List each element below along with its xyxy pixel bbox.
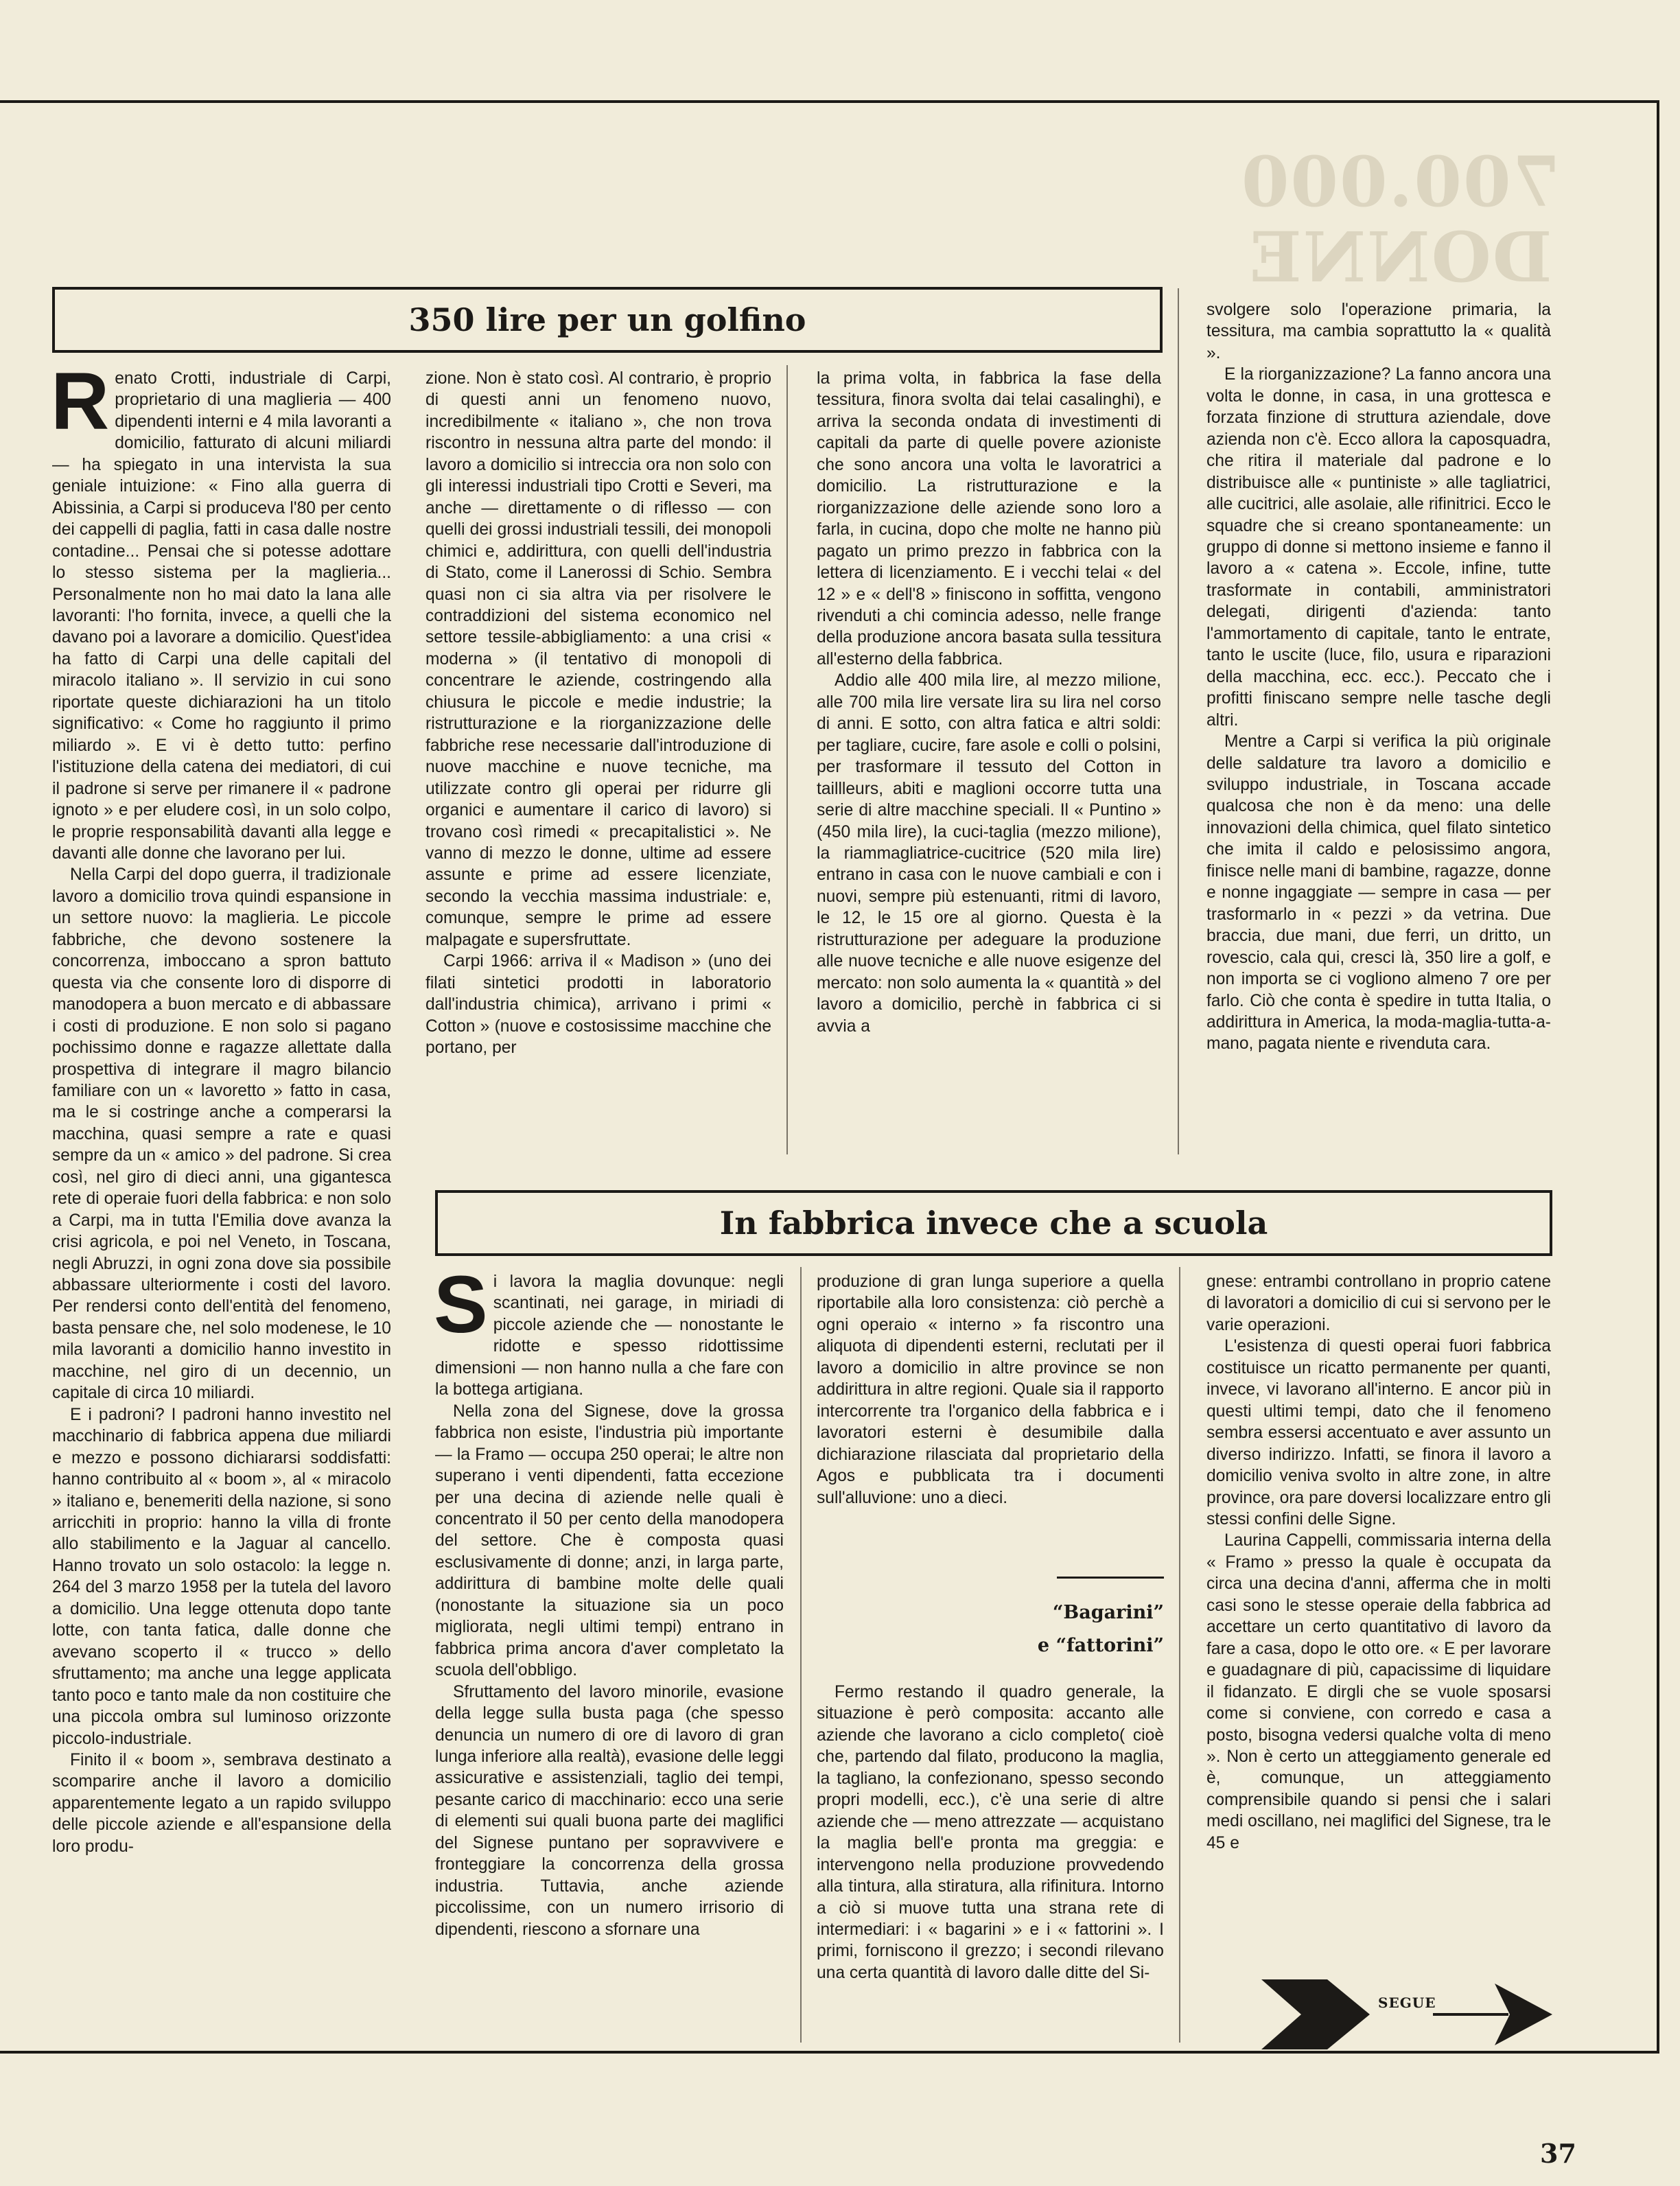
article1-col4 bbox=[1206, 299, 1551, 1055]
article2-col3-para: gnese: entrambi controllano in proprio catene di lavoratori a domicilio di cui si servono per le varie operazioni. bbox=[1206, 1272, 1551, 1334]
page-number: 37 bbox=[1540, 2138, 1576, 2169]
article1-col1-para: Renato Crotti, industriale di Carpi, proprietario di una maglieria — 400 dipendenti interni e 4 mila lavoranti a domicilio, fatturato di alcuni miliardi — ha spiegato in una intervista la sua geniale intuizione: « Fino alla guerra di Abissinia, a Carpi si produceva l'80 per cento dei cappelli di paglia, fatti in casa dalle nostre contadine... Pensai che si potesse adottare lo stesso sistema per la maglieria... Personalmente non ho mai dato la lana alle lavoranti: l'ho fornita, invece, a quelli che la davano poi a lavorare a domicilio. Quest'idea ha fatto di Carpi una delle capitali del miracolo italiano ». Il servizio in cui sono riportate queste dichiarazioni ha un titolo significativo: « Come ho raggiunto il primo miliardo ». E vi è detto tutto: perfino l'istituzione della catena dei mediatori, di cui il padrone si serve per rimanere il « padrone ignoto » e per eludere così, in un solo colpo, le proprie responsabilità davanti alla legge e davanti alle donne che lavorano per lui. bbox=[51, 356, 391, 863]
article2-col2-para: Fermo restando il quadro generale, la situazione è però composita: accanto alle aziende che lavorano a ciclo completo( cioè che, partendo dal filato, producono la maglia, la tagliano, la confezionano, spesso secondo propri modelli, ecc.), c'è una serie di altre aziende che — meno attrezzate — acquistano la maglia bell'e pronta ma greggia: e intervengono nella produzione provvedendo alla tintura, alla stiratura, alla rifinitura. Intorno a ciò si muove tutta una strana rete di intermediari: i « bagarini » e i « fattorini ». I primi, forniscono il grezzo; i secondi rilevano una certa quantità di lavoro dalle ditte del Si- bbox=[817, 1683, 1164, 1982]
article1-title-box bbox=[52, 287, 1163, 353]
article2-col2a bbox=[817, 1271, 1164, 1509]
article1-col4-para: Mentre a Carpi si verifica la più originale delle saldature tra lavoro a domicilio e sviluppo industriale, in Toscana accade qualcosa che non è da meno: una delle innovazioni della chimica, quel filato sintetico che imita il caldo e pelosissimo angora, finisce nelle mani di bambine, ragazze, donne e nonne ingaggiate — sempre in casa — per trasformarlo in « pezzi » da vetrina. Due braccia, due mani, due ferri, un dritto, un rovescio, cala qui, cresci là, 350 lire a golf, e non importa se ci vogliono almeno 7 ore per farlo. Ciò che conta è spedire in tutta Italia, o addirittura in America, la moda-maglia-tutta-a-mano, pagata niente e rivenduta cara. bbox=[1206, 732, 1551, 1054]
article2-col1-para: Si lavora la maglia dovunque: negli scantinati, nei garage, in miriadi di piccole aziende che — nonostante le ridotte e spesso ridottissime dimensioni — non hanno nulla a che fare con la bottega artigiana. bbox=[434, 1259, 784, 1399]
article2-col1 bbox=[434, 1259, 784, 1940]
article1-col2-para: Carpi 1966: arriva il « Madison » (uno dei filati sintetici prodotti in laboratorio dall'industria chimica), arrivano i primi « Cotton » (nuove e costosissime macchine che portano, per bbox=[425, 952, 771, 1058]
article2-col1-para: Sfruttamento del lavoro minorile, evasione della legge sulla busta paga (che spesso denuncia un numero di ore di lavoro di gran lunga inferiore alla realtà), evasione delle leggi assicurative e assistenziali, taglio dei tempi, pesante carico di macchinario: ecco una serie di elementi sui quali buona parte dei maglifici del Signese puntano per sopravvivere e fronteggiare la concorrenza della grossa industria. Tuttavia, anche aziende piccolissime, con un numero irrisorio di dipendenti, riescono a sfornare una bbox=[435, 1682, 784, 1939]
segue-label: SEGUE bbox=[1378, 1995, 1436, 2011]
article2-col2-para: produzione di gran lunga superiore a quella riportabile alla loro consistenza: ciò perchè a ogni operaio « interno » fa riscontro una aliquota di dipendenti esterni, reclutati per il lavoro a domicilio in altre province se non addirittura in altre regioni. Quale sia il rapporto intercorrente tra l'organico della fabbrica e i lavoratori esterni è desumibile dalla dichiarazione rilasciata dal proprietario della Agos e pubblicata tra i documenti sull'alluvione: uno a dieci. bbox=[817, 1272, 1164, 1507]
article2-subhead bbox=[817, 1599, 1164, 1660]
article2-title: In fabbrica invece che a scuola bbox=[719, 1205, 1268, 1242]
article1-col-rule bbox=[786, 365, 788, 1154]
article1-col3-para: la prima volta, in fabbrica la fase della tessitura, finora svolta dai telai casalinghi), e arriva la seconda ondata di investimenti di capitali da parte di quelle povere azioniste che sono ancora una volta le lavoratrici a domicilio. La ristrutturazione e la riorganizzazione delle aziende sono loro a farla, in cucina, dopo che molte ne hanno più pagato un primo prezzo in fabbrica con la lettera di licenziamento. E i vecchi telai « del 12 » e « dell'8 » finiscono in soffitta, vengono rivenduti a chi comincia adesso, nelle frange della produzione ancora basata sulla tessitura all'esterno della fabbrica. bbox=[817, 369, 1161, 668]
article1-col2 bbox=[425, 368, 771, 1059]
segue-arrow-icon bbox=[1261, 1977, 1552, 2052]
article1-col1 bbox=[51, 356, 391, 1857]
article2-col1-para: Nella zona del Signese, dove la grossa fabbrica non esiste, l'industria più importante — la Framo — occupa 250 operai; le altre non superano i venti dipendenti, fatta eccezione per una decina di aziende nelle quali è concentrato il 50 per cento della manodopera del settore. Che è composta quasi esclusivamente di donne; anzi, in larga parte, addirittura di bambine molte delle quali (nonostante la situazione sia un poco migliorata, negli ultimi tempi) entrano in fabbrica prima ancora d'aver completato la scuola dell'obbligo. bbox=[435, 1402, 784, 1680]
article1-col3-para: Addio alle 400 mila lire, al mezzo milione, alle 700 mila lire versate lira su lira nel corso di anni. E sotto, con altra fatica e altri soldi: per tagliare, cucire, fare asole e colli o polsini, per trasformare il tessuto del Cotton in taillleurs, abiti e maglioni occorre tutta una serie di altre macchine speciali. Il « Puntino » (450 mila lire), la cuci-taglia (mezzo milione), la riammagliatrice-cucitrice (520 mila lire) entrano in casa con le nuove cambiali e con i nuovi, sempre più estenuanti, ritmi di lavoro, le 12, le 15 ore al giorno. Questa è la ristrutturazione per adeguare la produzione alle nuove tecniche e alle nuove esigenze del mercato: non solo aumenta la « quantità » del lavoro a domicilio, perchè in fabbrica ci si avvia a bbox=[817, 671, 1161, 1036]
article1-title: 350 lire per un golfino bbox=[408, 301, 806, 338]
bleed-through-headline: 700.000 DONNE bbox=[1239, 141, 1561, 298]
subhead-rule bbox=[1057, 1577, 1164, 1579]
article1-col4-para: svolgere solo l'operazione primaria, la tessitura, ma cambia soprattutto la « qualità ». bbox=[1206, 301, 1551, 362]
subhead-line1: “Bagarini” bbox=[1052, 1602, 1164, 1623]
article2-col2b bbox=[817, 1682, 1164, 1984]
article2-col3 bbox=[1206, 1271, 1551, 1854]
article1-col4-para: E la riorganizzazione? La fanno ancora una volta le donne, in casa, in una grottesca e forzata finzione di struttura aziendale, dove azienda non c'è. Ecco allora la caposquadra, che ritira il materiale dal padrone e lo distribuisce alle « puntiniste » alle tagliatrici, alle cucitrici, alle asolaie, alle rifinitrici. Ecco le squadre che si creano spontaneamente: un gruppo di donne si mettono insieme e fanno il lavoro a « catena ». Eccole, infine, tutte trasformate in contabili, amministratori delegati, dirigenti d'azienda: tanto l'ammortamento di capitale, tanto le entrate, tanto le uscite (luce, filo, usura e riparazioni della macchina, ecc. ecc.). Peccato che i profitti finiscano sempre nelle tasche degli altri. bbox=[1206, 365, 1551, 730]
article1-col-rule bbox=[1178, 288, 1179, 1154]
article2-dropcap: S bbox=[434, 1259, 488, 1350]
article2-col-rule bbox=[800, 1267, 802, 2043]
article2-col3-para: Laurina Cappelli, commissaria interna della « Framo » presso la quale è occupata da circa una decina d'anni, afferma che in molti casi sono le stesse operaie della fabbrica ad accettare un certo quantitativo di lavoro da fare a casa, dopo le otto ore. « E per lavorare e guadagnare di più, capacissime di liquidare il fidanzato. E dirgli che se vuole sposarsi come si conviene, con corredo e casa a posto, bisogna vedersi qualche volta di meno ». Non è certo un atteggiamento generale ed è, comunque, un atteggiamento comprensibile quando si pensi che i salari medi oscillano, nei maglifici del Signese, tra le 45 e bbox=[1206, 1531, 1551, 1852]
article1-col1-para: Finito il « boom », sembrava destinato a scomparire anche il lavoro a domicilio apparentemente legato a un rapido sviluppo delle piccole aziende e all'espansione della loro produ- bbox=[52, 1751, 391, 1856]
article1-dropcap: R bbox=[51, 356, 110, 447]
article2-title-box bbox=[435, 1190, 1552, 1256]
article1-col2-para: zione. Non è stato così. Al contrario, è proprio di questi anni un fenomeno nuovo, incredibilmente « italiano », che non trova riscontro in nessuna altra parte del mondo: il lavoro a domicilio si intreccia ora non solo con gli interessi industriali tipo Crotti e Severi, ma anche — direttamente o di riflesso — con quelli dei grossi industriali tessili, dei monopoli chimici e, addirittura, con quelli dell'industria di Stato, come il Lanerossi di Schio. Sembra quasi non ci sia altra via per risolvere le contraddizioni del sistema economico nel settore tessile-abbigliamento: a una crisi « moderna » (il tentativo di monopoli di concentrare le aziende, costringendo alla chiusura le piccole e medie industrie; la ristrutturazione e la riorganizzazione delle fabbriche rese necessarie dall'introduzione di nuove macchine e nuove tecniche, ma utilizzate contro gli operai per ridurre gli organici e aumentare il carico di lavoro) si trovano così rimedi « precapitalistici ». Ne vanno di mezzo le donne, ultime ad essere assunte e prime ad essere licenziate, secondo la vecchia massima industriale: e, comunque, sempre le prime ad essere malpagate e supersfruttate. bbox=[425, 369, 771, 949]
article1-col3 bbox=[817, 368, 1161, 1037]
article1-col1-para: E i padroni? I padroni hanno investito nel macchinario di fabbrica appena due miliardi e mezzo e possono dichiararsi soddisfatti: hanno contribuito al « boom », al « miracolo » italiano e, benemeriti della nazione, si sono arricchiti in proprio: hanno la villa di fronte allo stabilimento e la Jaguar al cancello. Hanno trovato un solo ostacolo: la legge n. 264 del 3 marzo 1958 per la tutela del lavoro a domicilio. Una legge ottenuta dopo tante lotte, con tanta fatica, dalle donne che avevano scoperto il « trucco » dello sfruttamento; ma anche una legge applicata tanto poco e tanto male da non costituire che una piccola ombra sul luminoso orizzonte piccolo-industriale. bbox=[52, 1405, 391, 1748]
article2-col3-para: L'esistenza di questi operai fuori fabbrica costituisce un ricatto permanente per quanti, invece, vi lavorano all'interno. E ancor più in questi ultimi tempi, dato che il fenomeno sembra essersi accentuato e aver assunto un diverso indirizzo. Infatti, se finora il lavoro a domicilio veniva svolto in altre zone, in altre province, ora pare doversi localizzare entro gli stessi confini delle Signe. bbox=[1206, 1337, 1551, 1528]
article2-col-rule bbox=[1179, 1267, 1180, 2043]
article1-col1-para: Nella Carpi del dopo guerra, il tradizionale lavoro a domicilio trova quindi espansione in un settore nuovo: la maglieria. Le piccole fabbriche, che devono sostenere la concorrenza, imboccano a spron battuto questa via che consente loro di disporre di manodopera a buon mercato e di abbassare i costi di produzione. E non solo si pagano pochissimo donne e ragazze allettate dalla prospettiva di integrare il magro bilancio familiare con un « lavoretto » fatto in casa, ma le si costringe anche a comperarsi la macchina, quasi sempre a rate e quasi sempre da un « amico » del padrone. Si crea così, nel giro di dieci anni, una gigantesca rete di operaie fuori della fabbrica: e non solo a Carpi, ma in tutta l'Emilia dove avanza la crisi agricola, e poi nel Veneto, in Toscana, negli Abruzzi, in ogni zona dove sia possibile abbassare ulteriormente i costi del lavoro. Per rendersi conto dell'entità del fenomeno, basta pensare che, nel solo modenese, le 10 mila lavoranti a domicilio hanno investito in macchine, nel giro di un decennio, un capitale di circa 10 miliardi. bbox=[52, 865, 391, 1403]
subhead-line2: e “fattorini” bbox=[1037, 1635, 1164, 1656]
